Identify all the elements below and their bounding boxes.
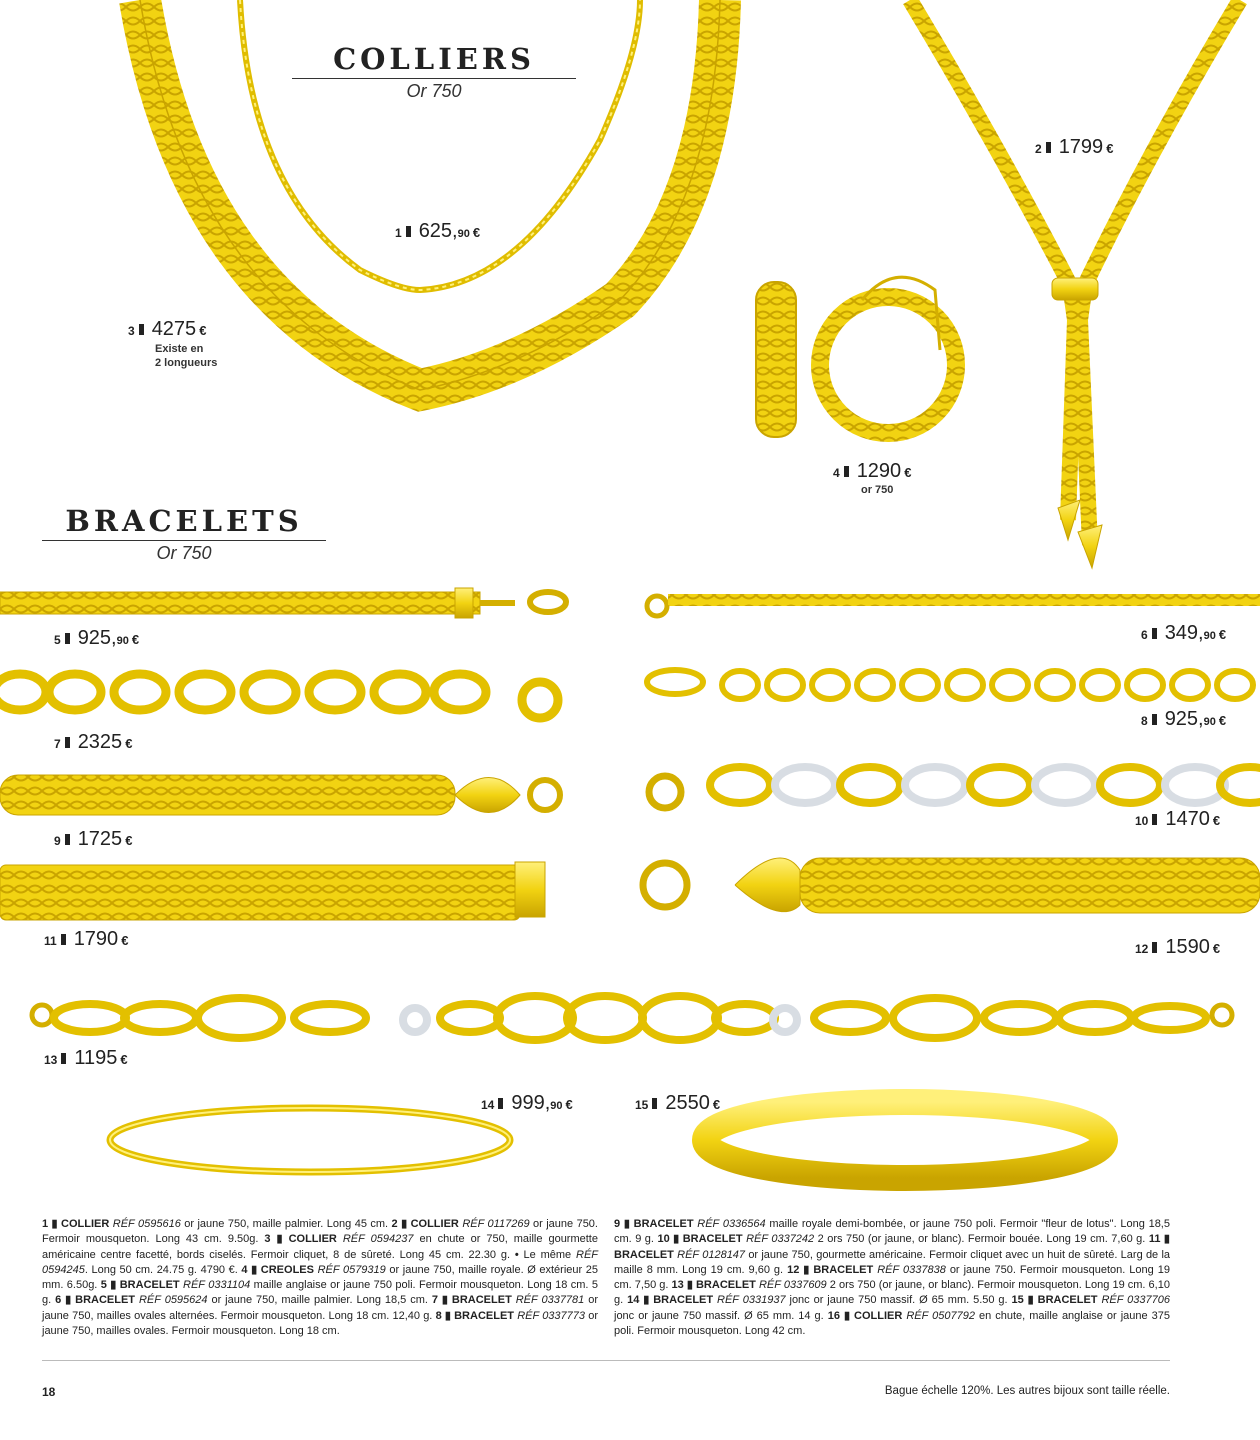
bracelets-subtitle: Or 750 (156, 543, 212, 563)
price-item-4: 4 1290 € (833, 460, 912, 482)
price-item-3: 3 4275 € (128, 318, 207, 340)
price-item-5: 5 925, 90 € (54, 627, 140, 649)
note-item-3: Existe en 2 longueurs (155, 343, 218, 369)
creole-front-view (820, 297, 956, 433)
price-item-10: 10 1470 € (1135, 808, 1221, 830)
price-item-6: 6 349, 90 € (1141, 622, 1227, 644)
bracelet-9 (0, 775, 455, 815)
page-number: 18 (42, 1385, 56, 1399)
bracelet-8 (647, 670, 1253, 699)
bracelet-11 (0, 865, 520, 920)
bracelet-12 (800, 858, 1260, 913)
price-item-9: 9 1725 € (54, 828, 133, 850)
description-entry-right-1: 10 ▮ BRACELET RÉF 0337242 2 ors 750 (or jaune, or blanc). Fermoir bouée. Long 19 cm. 7,60 g. (657, 1233, 1149, 1246)
bracelet-10 (710, 767, 1260, 803)
bracelet-15-jonc (705, 1102, 1105, 1178)
description-left (42, 1217, 598, 1339)
price-item-13: 13 1195 € (44, 1047, 128, 1069)
collier-2-tip-right (1078, 525, 1102, 568)
collier-1-chain (240, 0, 640, 290)
description-entry-right-5: 14 ▮ BRACELET RÉF 0331937 jonc or jaune 750 massif. Ø 65 mm. 5.50 g. (627, 1294, 1012, 1307)
bracelet-7 (0, 674, 558, 718)
bracelet-5 (0, 592, 480, 614)
footer-divider (42, 1360, 1170, 1361)
description-entry-right-3: 12 ▮ BRACELET RÉF 0337838 or jaune 750. Fermoir mousqueton. Long 19 cm. 7,50 g. (614, 1263, 1170, 1292)
description-entry-right-0: 9 ▮ BRACELET RÉF 0336564 maille royale demi-bombée, or jaune 750 poli. Fermoir "fleur de lotus". Long 18,5 cm. 9 g. (614, 1218, 1170, 1246)
bracelets-title: BRACELETS (65, 504, 303, 538)
description-entry-left-0: 1 ▮ COLLIER RÉF 0595616 or jaune 750, maille palmier. Long 45 cm. (42, 1218, 392, 1230)
price-item-14: 14 999, 90 € (481, 1092, 573, 1114)
description-entry-left-6: 6 ▮ BRACELET RÉF 0595624 or jaune 750, maille palmier. Long 18,5 cm. (55, 1294, 432, 1307)
description-entry-right-2: 11 ▮ BRACELET RÉF 0128147 or jaune 750, gourmette américaine. Fermoir cliquet avec un huit de sûreté. Larg de la maille 8 mm. Long 19 cm. 9,60 g. (614, 1233, 1170, 1276)
creole-side-view (756, 282, 796, 437)
price-item-11: 11 1790 € (44, 928, 129, 950)
description-entry-left-4: 4 ▮ CREOLES RÉF 0579319 or jaune 750, maille royale. Ø extérieur 25 mm. 6.50g. (42, 1263, 598, 1292)
description-entry-right-4: 13 ▮ BRACELET RÉF 0337609 2 ors 750 (or jaune, or blanc). Fermoir mousqueton. Long 19 cm. 6,10 g. (614, 1279, 1170, 1307)
description-entry-left-1: 2 ▮ COLLIER RÉF 0117269 or jaune 750. Fermoir mousqueton. Long 43 cm. 9.50g. (42, 1218, 598, 1246)
description-entry-left-7: 7 ▮ BRACELET RÉF 0337781 or jaune 750, mailles ovales alternées. Fermoir mousqueton. Long 18 cm. 12,40 g. (42, 1294, 599, 1322)
footer-note: Bague échelle 120%. Les autres bijoux sont taille réelle. (884, 1385, 1170, 1397)
price-item-2: 2 1799 € (1035, 136, 1114, 158)
description-right (614, 1217, 1170, 1339)
price-item-1: 1 625, 90 € (395, 220, 481, 242)
collier-2-chain (910, 0, 1075, 520)
description-entry-left-2: 3 ▮ COLLIER RÉF 0594237 en chute or 750, maille gourmette américaine centre facetté, bords ciselés. Fermoir cliquet, 8 de sûreté. Long 45 cm. 22.30 g. (42, 1233, 598, 1261)
colliers-title: COLLIERS (333, 42, 535, 76)
description-entry-right-6: 15 ▮ BRACELET RÉF 0337706 jonc or jaune 750 massif. Ø 65 mm. 14 g. (614, 1294, 1170, 1322)
price-item-12: 12 1590 € (1135, 936, 1221, 958)
description-entry-left-5: 5 ▮ BRACELET RÉF 0331104 maille anglaise or jaune 750 poli. Fermoir mousqueton. Long 18 cm. 5 g. (42, 1279, 598, 1307)
price-item-15: 15 2550 € (635, 1092, 721, 1114)
bracelet-13 (54, 996, 1206, 1040)
price-item-7: 7 2325 € (54, 731, 133, 753)
colliers-subtitle: Or 750 (406, 81, 462, 101)
price-item-8: 8 925, 90 € (1141, 708, 1227, 730)
description-entry-left-3: • Le même RÉF 0594245. Long 50 cm. 24.75 g. 4790 €. (42, 1248, 598, 1276)
note-item-4: or 750 (861, 484, 894, 496)
collier-2-slider (1052, 278, 1098, 300)
description-entry-left-8: 8 ▮ BRACELET RÉF 0337773 or jaune 750, mailles ovales. Fermoir mousqueton. Long 18 cm. (42, 1309, 598, 1338)
description-entry-right-7: 16 ▮ COLLIER RÉF 0507792 en chute, maille anglaise or jaune 375 poli. Fermoir mousqueton. Long 42 cm. (614, 1309, 1170, 1338)
